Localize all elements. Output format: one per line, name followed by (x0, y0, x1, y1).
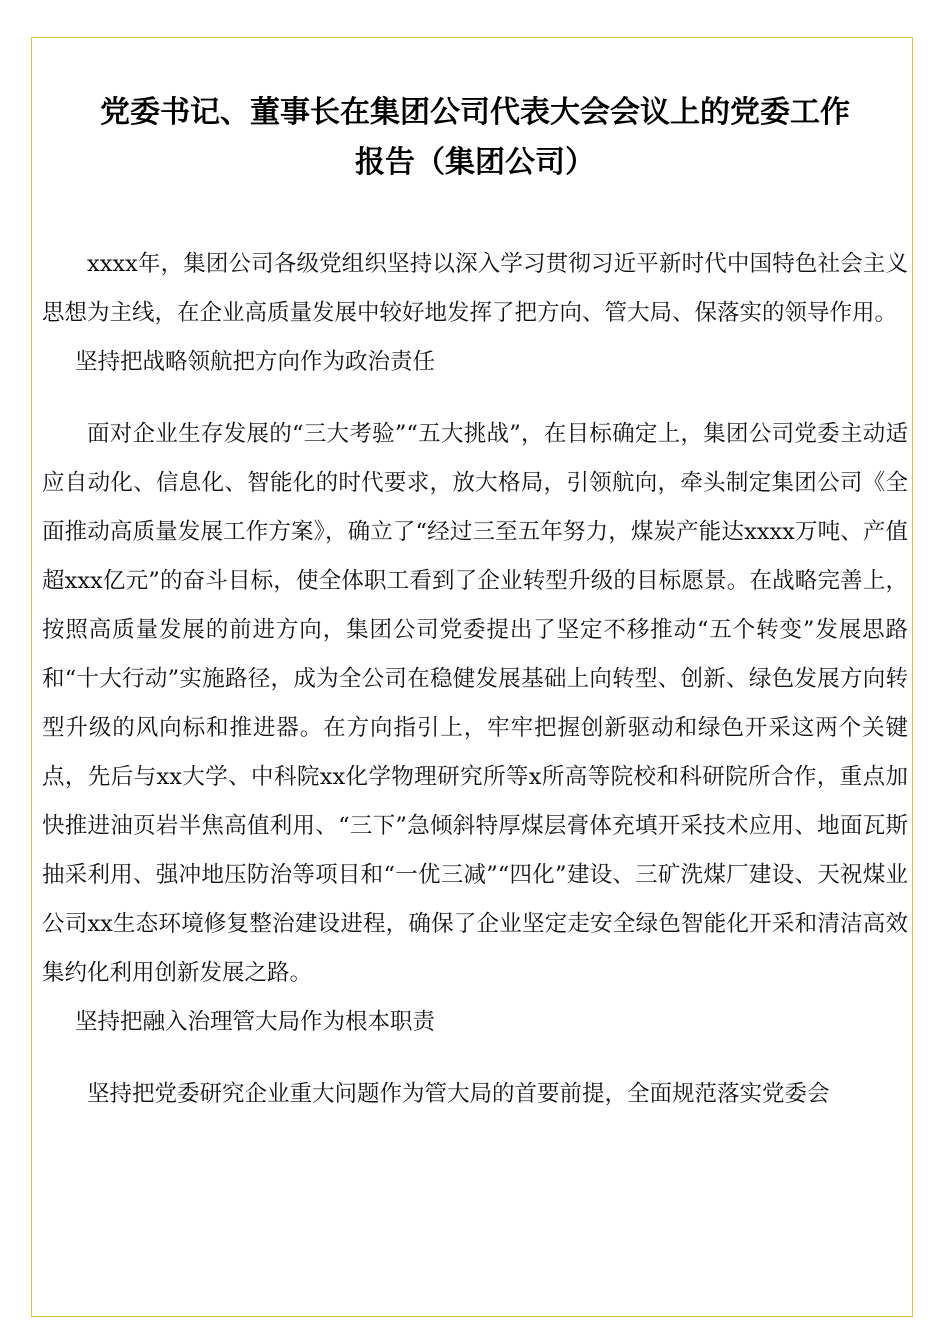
paragraph-intro: xxxx年，集团公司各级党组织坚持以深入学习贯彻习近平新时代中国特色社会主义思想为主线，在企业高质量发展中较好地发挥了把方向、管大局、保落实的领导作用。 (42, 251, 908, 326)
paragraph-strategy: 面对企业生存发展的“三大考验”“五大挑战”，在目标确定上，集团公司党委主动适应自动化、信息化、智能化的时代要求，放大格局，引领航向，牵头制定集团公司《全面推动高质量发展工作方案》，确立了“经过三至五年努力，煤炭产能达xxxx万吨、产值超xxx亿元”的奋斗目标，使全体职工看到了企业转型升级的目标愿景。在战略完善上，按照高质量发展的前进方向，集团公司党委提出了坚定不移推动“五个转变”发展思路和“十大行动”实施路径，成为全公司在稳健发展基础上向转型、创新、绿色发展方向转型升级的风向标和推进器。在方向指引上，牢牢把握创新驱动和绿色开采这两个关键点，先后与xx大学、中科院xx化学物理研究所等x所高等院校和科研院所合作，重点加快推进油页岩半焦高值利用、“三下”急倾斜特厚煤层膏体充填开采技术应用、地面瓦斯抽采利用、强冲地压防治等项目和“一优三减”“四化”建设、三矿洗煤厂建设、天祝煤业公司xx生态环境修复整治建设进程，确保了企业坚定走安全绿色智能化开采和清洁高效集约化利用创新发展之路。 (42, 421, 908, 986)
section-heading-2: 坚持把融入治理管大局作为根本职责 (75, 1009, 436, 1035)
paragraph-governance: 坚持把党委研究企业重大问题作为管大局的首要前提，全面规范落实党委会 (87, 1081, 830, 1107)
document-title (42, 88, 908, 188)
document-content (42, 240, 908, 1119)
title-line-2: 报告（集团公司） (355, 145, 595, 180)
title-line-1: 党委书记、董事长在集团公司代表大会会议上的党委工作 (100, 95, 850, 130)
document-body (42, 88, 908, 1119)
section-heading-1: 坚持把战略领航把方向作为政治责任 (75, 349, 436, 375)
